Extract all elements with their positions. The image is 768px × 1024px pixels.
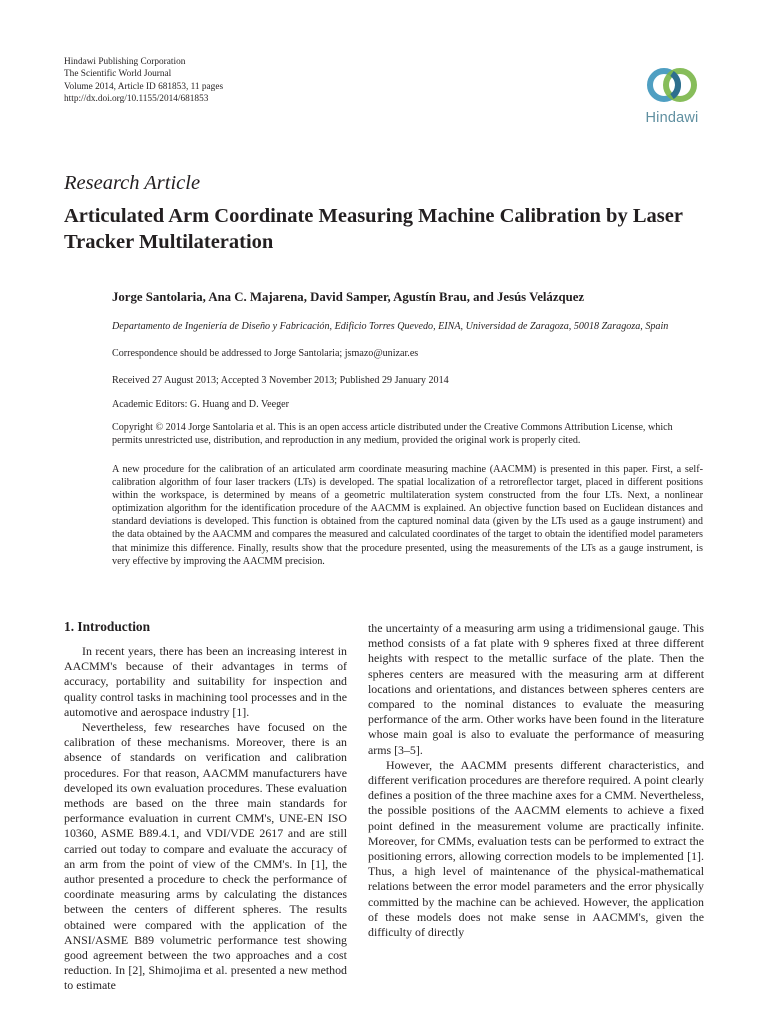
publication-info [64, 56, 223, 106]
correspondence: Correspondence should be addressed to Jorge Santolaria; jsmazo@unizar.es [112, 348, 419, 359]
paragraph: In recent years, there has been an increasing interest in AACMM's because of their advantages in terms of accuracy, portability and suitability for inspection and quality control tasks in machining tool processes and in the automotive and aerospace industry [1]. [64, 644, 347, 719]
logo-wordmark: Hindawi [645, 110, 699, 126]
volume-info: Volume 2014, Article ID 681853, 11 pages [64, 81, 224, 92]
section-heading: 1. Introduction [64, 619, 151, 634]
body-column-left [64, 644, 347, 994]
paragraph: the uncertainty of a measuring arm using a tridimensional gauge. This method consists of a fat plate with 9 spheres fixed at three different heights with respect to the metallic surface of the plate. Then the spheres centers are measured with the measuring arm at different locations and orientations, and distances between spheres centers are compared to the nominal distances to evaluate the measuring performance of the arm. Other works have been found in the literature whose main goal is also to evaluate the performance of measuring arms [3–5]. [368, 621, 704, 757]
article-title: Articulated Arm Coordinate Measuring Machine Calibration by Laser Tracker Multilateration [64, 205, 683, 253]
hindawi-rings-logo-icon [644, 62, 700, 108]
doi-link[interactable]: http://dx.doi.org/10.1155/2014/681853 [64, 94, 209, 105]
copyright-notice: Copyright © 2014 Jorge Santolaria et al. This is an open access article distributed under the Creative Commons Attribution License, which permits unrestricted use, distribution, and reproduction in any medium, provided the original work is properly cited. [112, 422, 673, 447]
affiliation: Departamento de Ingeniería de Diseño y Fabricación, Edificio Torres Quevedo, EINA, Universidad de Zaragoza, 50018 Zaragoza, Spain [112, 321, 669, 332]
article-type: Research Article [64, 172, 201, 194]
paragraph: Nevertheless, few researches have focused on the calibration of these mechanisms. Moreover, there is an absence of standards on verification and calibration procedures. For that reason, AACMM manufacturers have developed its own evaluation procedures. These evaluation methods are based on the three main standards for performance evaluation in current CMM's, UNE-EN ISO 10360, ASME B89.4.1, and VDI/VDE 2617 and are still carried out today to compare and evaluate the accuracy of an arm from the point of view of the CMM's. In [1], the author presented a procedure to check the performance of coordinate measuring arms by calculating the distances between the centers of different spheres. The results obtained were compared with the application of the ANSI/ASME B89 volumetric performance test showing good agreement between the two approaches and a cost reduction. In [2], Shimojima et al. presented a new method to estimate [64, 720, 347, 993]
paragraph: However, the AACMM presents different characteristics, and different verification procedures are therefore required. A point clearly defines a position of the three machine axes for a CMM. Nevertheless, the possible positions of the AACMM elements to achieve a fixed point defined in the measurement volume are practically infinite. Moreover, for CMMs, evaluation tests can be performed to extract the positioning errors, allowing correction models to be implemented [1]. Thus, a high level of maintenance of the physical-mathematical relations between the error model parameters and the error physically committed by the machine can be achieved. However, the application of these models does not make sense in AACMM's, given the difficulty of directly [368, 757, 704, 940]
hindawi-logo[interactable] [632, 62, 712, 136]
abstract: A new procedure for the calibration of an articulated arm coordinate measuring machine (AACMM) is presented in this paper. First, a self-calibration algorithm of four laser trackers (LTs) is developed. The spatial localization of a retroreflector target, placed in different positions within the workspace, is determined by means of a geometric multilateration system constructed from the four LTs. Next, a nonlinear optimization algorithm for the identification procedure of the AACMM is explained. An objective function based on Euclidean distances and standard deviations is developed. This function is obtained from the captured nominal data (given by the LTs used as a gauge instrument) and the data obtained by the AACMM and compares the measured and calculated coordinates of the target to obtain the identified model parameters that minimize this difference. Finally, results show that the procedure presented, using the measurements of the LTs as a gauge instrument, is very effective by improving the AACMM precision. [112, 464, 703, 567]
publication-dates: Received 27 August 2013; Accepted 3 November 2013; Published 29 January 2014 [112, 375, 449, 386]
journal-name: The Scientific World Journal [64, 69, 172, 80]
author-list: Jorge Santolaria, Ana C. Majarena, David Samper, Agustín Brau, and Jesús Velázquez [112, 290, 585, 304]
body-column-right [368, 621, 704, 940]
academic-editors: Academic Editors: G. Huang and D. Veeger [112, 399, 289, 410]
publisher-name: Hindawi Publishing Corporation [64, 57, 186, 67]
